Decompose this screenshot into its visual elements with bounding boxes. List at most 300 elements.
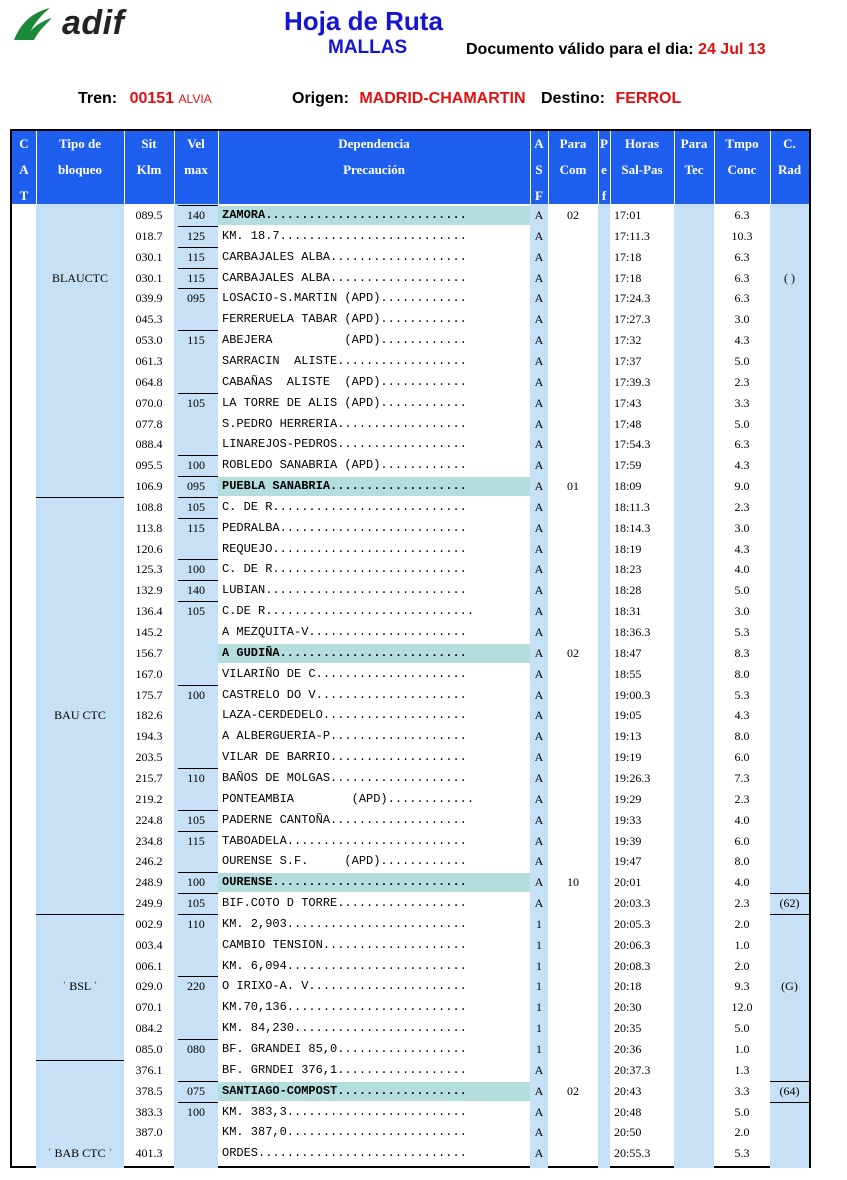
cell-asf: 1: [536, 979, 542, 994]
train-label: Tren:: [78, 90, 118, 107]
cell-sit: 167.0: [135, 666, 163, 681]
cell-vel: 125: [187, 228, 205, 243]
cell-vel: 110: [187, 770, 205, 785]
cell-horas: 20:48: [614, 1104, 642, 1119]
speed-change-line: [178, 268, 218, 269]
cell-asf: A: [534, 666, 544, 681]
cell-horas: 19:19: [614, 750, 642, 765]
cell-sit: 077.8: [135, 416, 163, 431]
cell-sit: 203.5: [135, 750, 163, 765]
cell-sit: 018.7: [135, 228, 163, 243]
cell-asf: 1: [536, 1000, 542, 1015]
col-paratec: Para Tec: [680, 136, 708, 177]
cell-paracom: 02: [567, 645, 579, 660]
cell-horas: 18:47: [614, 645, 642, 660]
cell-asf: A: [534, 1104, 544, 1119]
speed-change-line: [178, 455, 218, 456]
cell-sit: 248.9: [135, 875, 163, 890]
cell-tmpo: 6.3: [734, 291, 750, 306]
cell-asf: A: [534, 875, 544, 890]
cell-vel: 115: [187, 249, 205, 264]
cell-dependencia: KM. 2,903.........................: [222, 916, 467, 931]
cell-sit: 246.2: [135, 854, 163, 869]
cell-dependencia: OURENSE...........................: [222, 875, 467, 890]
cell-vel: 105: [187, 395, 205, 410]
cell-tmpo: 5.3: [734, 1146, 750, 1161]
cell-dependencia: KM. 18.7..........................: [222, 228, 467, 243]
cell-asf: A: [534, 645, 544, 660]
cell-asf: A: [534, 896, 544, 911]
block-type-label: ˈ BAB CTC ˈ: [47, 1146, 113, 1161]
cell-dependencia: KM. 387,0.........................: [222, 1125, 467, 1140]
speed-change-line: [178, 1039, 218, 1040]
speed-change-line: [178, 247, 218, 248]
crad-boundary-line: [770, 914, 809, 915]
cell-horas: 17:39.3: [614, 374, 651, 389]
cell-dependencia: KM. 383,3.........................: [222, 1104, 467, 1119]
cell-sit: 003.4: [135, 937, 163, 952]
cell-tmpo: 10.3: [731, 228, 753, 243]
cell-tmpo: 5.3: [734, 625, 750, 639]
cell-tmpo: 3.0: [734, 604, 750, 619]
cell-dependencia: CASTRELO DO V.....................: [222, 687, 467, 702]
cell-vel: 140: [187, 583, 205, 598]
cell-tmpo: 6.3: [734, 208, 750, 222]
speed-change-line: [178, 559, 218, 560]
cell-tmpo: 6.3: [734, 270, 750, 285]
cell-asf: A: [534, 312, 544, 327]
cell-tmpo: 1.0: [734, 1042, 750, 1056]
col-crad: C. Rad: [777, 136, 802, 177]
cell-asf: A: [534, 562, 544, 577]
cell-tmpo: 6.0: [734, 833, 750, 848]
cell-horas: 17:59: [614, 458, 642, 473]
cell-tmpo: 4.3: [734, 541, 750, 556]
cell-asf: A: [534, 499, 544, 514]
crad-label: ( ): [784, 270, 795, 285]
speed-change-line: [178, 810, 218, 811]
cell-horas: 20:06.3: [614, 937, 651, 952]
cell-horas: 18:14.3: [614, 520, 651, 535]
block-type-label: ˈ BSL ˈ: [62, 979, 98, 994]
cell-dependencia: PUEBLA SANABRIA...................: [222, 479, 467, 494]
cell-dependencia: A GUDIÑA..........................: [222, 645, 467, 660]
cell-asf: A: [534, 729, 544, 744]
speed-change-line: [178, 1081, 218, 1082]
cell-asf: A: [534, 520, 544, 535]
cell-vel: 220: [187, 979, 205, 994]
cell-vel: 075: [187, 1083, 205, 1098]
cell-tmpo: 7.3: [734, 770, 750, 785]
cell-asf: A: [534, 812, 544, 827]
cell-horas: 19:26.3: [614, 770, 651, 785]
pef-column-bg: [598, 204, 610, 1168]
cell-vel: 105: [187, 896, 205, 911]
cell-asf: A: [534, 333, 544, 348]
cell-dependencia: FERRERUELA TABAR (APD)............: [222, 312, 467, 327]
cell-dependencia: O IRIXO-A. V......................: [222, 979, 467, 994]
cell-horas: 17:11.3: [614, 228, 650, 243]
col-horas: Horas Sal-Pas: [621, 136, 663, 177]
speed-change-line: [178, 893, 218, 894]
speed-change-line: [178, 393, 218, 394]
cell-dependencia: VILARIÑO DE C.....................: [222, 666, 467, 681]
col-dep: Dependencia Precaución: [338, 136, 410, 177]
cell-asf: A: [534, 750, 544, 765]
cell-asf: A: [534, 437, 544, 452]
cell-horas: 20:18: [614, 979, 642, 994]
cell-sit: 383.3: [135, 1104, 163, 1119]
cell-dependencia: LA TORRE DE ALIS (APD)............: [222, 395, 467, 410]
cell-asf: A: [534, 291, 544, 306]
speed-change-line: [178, 872, 218, 873]
cell-dependencia: C. DE R...........................: [222, 499, 467, 514]
cell-sit: 401.3: [135, 1146, 163, 1161]
cell-asf: A: [534, 604, 544, 619]
cell-tmpo: 2.3: [734, 499, 750, 514]
col-asf: A S F: [534, 136, 544, 203]
cell-tmpo: 5.0: [734, 353, 750, 368]
cell-tmpo: 8.0: [734, 729, 750, 744]
cell-asf: 1: [536, 1021, 542, 1036]
cell-sit: 089.5: [135, 208, 163, 222]
cell-asf: A: [534, 1125, 544, 1140]
cell-sit: 156.7: [135, 645, 163, 660]
cell-sit: 175.7: [135, 687, 163, 702]
logo-text: adif: [62, 4, 125, 42]
cell-asf: A: [534, 228, 544, 243]
valid-date: 24 Jul 13: [698, 41, 766, 58]
cell-tmpo: 3.3: [734, 395, 750, 410]
cell-dependencia: A MEZQUITA-V......................: [222, 625, 467, 639]
cell-dependencia: LINAREJOS-PEDROS..................: [222, 437, 467, 452]
cell-horas: 20:37.3: [614, 1062, 651, 1077]
cell-horas: 20:05.3: [614, 916, 651, 931]
cell-asf: A: [534, 1062, 544, 1077]
cell-tmpo: 4.3: [734, 708, 750, 723]
cell-sit: 002.9: [135, 916, 163, 931]
cell-dependencia: VILAR DE BARRIO...................: [222, 750, 467, 765]
cell-sit: 387.0: [135, 1125, 163, 1140]
cell-sit: 029.0: [135, 979, 163, 994]
cell-asf: A: [534, 708, 544, 723]
cell-dependencia: CARBAJALES ALBA...................: [222, 270, 467, 285]
speed-change-line: [178, 580, 218, 581]
cell-sit: 106.9: [135, 479, 163, 494]
cell-sit: 088.4: [135, 437, 163, 452]
col-tipo: Tipo de bloqueo: [57, 136, 103, 177]
cell-horas: 17:18: [614, 270, 642, 285]
cell-horas: 20:30: [614, 1000, 642, 1015]
cell-asf: A: [534, 541, 544, 556]
speed-change-line: [178, 476, 218, 477]
page-title: Hoja de Ruta: [284, 6, 443, 36]
cell-horas: 19:47: [614, 854, 642, 869]
speed-change-line: [178, 976, 218, 977]
cell-tmpo: 8.0: [734, 854, 750, 869]
speed-change-line: [178, 768, 218, 769]
cell-asf: A: [534, 791, 544, 806]
crad-column-bg: [770, 204, 809, 1168]
cell-sit: 108.8: [135, 499, 163, 514]
paratec-column-bg: [674, 204, 714, 1168]
cell-sit: 070.0: [135, 395, 163, 410]
cell-dependencia: ABEJERA (APD)............: [222, 333, 467, 348]
cell-tmpo: 5.3: [734, 687, 750, 702]
valid-label: Documento válido para el dia:: [466, 41, 694, 58]
cell-paracom: 02: [567, 1083, 579, 1098]
cell-horas: 20:36: [614, 1042, 642, 1056]
cell-tmpo: 8.3: [734, 645, 750, 660]
validity-line: [466, 41, 766, 59]
cell-sit: 132.9: [135, 583, 163, 598]
cell-asf: A: [534, 625, 544, 639]
cell-sit: 182.6: [135, 708, 163, 723]
cell-tmpo: 2.0: [734, 916, 750, 931]
cell-dependencia: BF. GRNDEI 376,1..................: [222, 1062, 467, 1077]
cell-vel: 115: [187, 520, 205, 535]
col-sit: Sit Klm: [136, 136, 162, 177]
crad-label: (62): [779, 896, 800, 911]
cell-dependencia: REQUEJO...........................: [222, 541, 467, 556]
train-info: [78, 90, 212, 108]
adif-leaf-icon: [10, 4, 56, 44]
cell-asf: A: [534, 395, 544, 410]
cell-sit: 125.3: [135, 562, 163, 577]
cell-horas: 17:27.3: [614, 312, 651, 327]
cell-horas: 18:19: [614, 541, 642, 556]
cell-tmpo: 5.0: [734, 416, 750, 431]
cell-horas: 17:18: [614, 249, 642, 264]
adif-logo: [10, 4, 140, 44]
cell-paracom: 01: [567, 479, 579, 494]
cell-horas: 20:08.3: [614, 958, 651, 973]
cell-tmpo: 5.0: [734, 1021, 750, 1036]
crad-boundary-line: [770, 1102, 809, 1103]
cell-horas: 18:11.3: [614, 499, 650, 514]
cell-asf: 1: [536, 1042, 542, 1056]
col-vel: Vel max: [184, 136, 208, 177]
block-boundary-line: [36, 497, 124, 498]
cell-tmpo: 4.0: [734, 875, 750, 890]
crad-label: (G): [781, 979, 798, 994]
cell-tmpo: 2.0: [734, 958, 750, 973]
cell-asf: 1: [536, 958, 542, 973]
cell-horas: 18:28: [614, 583, 642, 598]
cell-sit: 136.4: [135, 604, 163, 619]
cell-vel: 115: [187, 833, 205, 848]
cell-dependencia: KM. 6,094.........................: [222, 958, 467, 973]
tipo-column-bg: [36, 204, 124, 1168]
cell-dependencia: C. DE R...........................: [222, 562, 467, 577]
cell-horas: 19:39: [614, 833, 642, 848]
cell-dependencia: ZAMORA............................: [222, 208, 467, 222]
cell-asf: A: [534, 687, 544, 702]
cell-dependencia: BAÑOS DE MOLGAS...................: [222, 770, 467, 785]
cell-asf: A: [534, 249, 544, 264]
cell-vel: 100: [187, 458, 205, 473]
cell-asf: A: [534, 1083, 544, 1098]
speed-change-line: [178, 831, 218, 832]
cell-dependencia: LAZA-CERDEDELO....................: [222, 708, 467, 723]
cell-sit: 030.1: [135, 270, 163, 285]
cell-tmpo: 2.3: [734, 791, 750, 806]
speed-change-line: [178, 601, 218, 602]
origin-info: [292, 90, 526, 108]
cell-horas: 20:43: [614, 1083, 642, 1098]
cell-tmpo: 1.0: [734, 937, 750, 952]
cell-tmpo: 5.0: [734, 1104, 750, 1119]
cell-sit: 215.7: [135, 770, 163, 785]
cell-dependencia: CARBAJALES ALBA...................: [222, 249, 467, 264]
cell-horas: 20:35: [614, 1021, 642, 1036]
cell-tmpo: 6.3: [734, 249, 750, 264]
cell-sit: 378.5: [135, 1083, 163, 1098]
cell-sit: 194.3: [135, 729, 163, 744]
cell-asf: A: [534, 374, 544, 389]
cell-sit: 085.0: [135, 1042, 163, 1056]
cell-horas: 20:55.3: [614, 1146, 651, 1161]
cell-vel: 105: [187, 604, 205, 619]
cell-dependencia: CABAÑAS ALISTE (APD)............: [222, 374, 467, 389]
speed-change-line: [178, 1102, 218, 1103]
cell-dependencia: CAMBIO TENSION....................: [222, 937, 467, 952]
cell-tmpo: 9.3: [734, 979, 750, 994]
cell-dependencia: BIF.COTO D TORRE..................: [222, 896, 467, 911]
speed-change-line: [178, 226, 218, 227]
cell-tmpo: 4.3: [734, 458, 750, 473]
cell-tmpo: 12.0: [731, 1000, 753, 1015]
cell-sit: 084.2: [135, 1021, 163, 1036]
cell-asf: A: [534, 770, 544, 785]
cell-tmpo: 2.3: [734, 374, 750, 389]
col-pef: P e f: [600, 136, 608, 203]
cell-dependencia: KM. 84,230........................: [222, 1021, 467, 1036]
block-boundary-line: [36, 1060, 124, 1061]
cell-asf: A: [534, 854, 544, 869]
cell-tmpo: 4.0: [734, 562, 750, 577]
cell-asf: A: [534, 479, 544, 494]
speed-change-line: [178, 914, 218, 915]
cell-sit: 030.1: [135, 249, 163, 264]
cell-asf: A: [534, 270, 544, 285]
crad-label: (64): [779, 1083, 800, 1098]
speed-change-line: [178, 518, 218, 519]
cell-tmpo: 6.3: [734, 437, 750, 452]
cell-sit: 219.2: [135, 791, 163, 806]
cell-dependencia: SANTIAGO-COMPOST..................: [222, 1083, 467, 1098]
cell-sit: 039.9: [135, 291, 163, 306]
cell-dependencia: PONTEAMBIA (APD)............: [222, 791, 475, 806]
cell-dependencia: TABOADELA.........................: [222, 833, 467, 848]
cell-vel: 140: [187, 208, 205, 222]
cell-horas: 17:37: [614, 353, 642, 368]
table-header: [12, 131, 809, 204]
cell-tmpo: 4.3: [734, 333, 750, 348]
cell-horas: 18:31: [614, 604, 642, 619]
cell-sit: 070.1: [135, 1000, 163, 1015]
cell-tmpo: 2.0: [734, 1125, 750, 1140]
cell-dependencia: A ALBERGUERIA-P...................: [222, 729, 467, 744]
cell-asf: 1: [536, 937, 542, 952]
cell-sit: 249.9: [135, 896, 163, 911]
page-subtitle: MALLAS: [328, 37, 408, 58]
cell-sit: 006.1: [135, 958, 163, 973]
speed-change-line: [178, 685, 218, 686]
cell-tmpo: 3.0: [734, 312, 750, 327]
block-boundary-line: [36, 914, 124, 915]
speed-change-line: [178, 330, 218, 331]
destination-value: FERROL: [615, 90, 682, 107]
cell-tmpo: 8.0: [734, 666, 750, 681]
cell-paracom: 02: [567, 208, 579, 222]
cell-asf: A: [534, 416, 544, 431]
cell-horas: 20:50: [614, 1125, 642, 1140]
cell-dependencia: C.DE R.............................: [222, 604, 475, 619]
cell-dependencia: LOSACIO-S.MARTIN (APD)............: [222, 291, 467, 306]
cell-dependencia: OURENSE S.F. (APD)............: [222, 854, 467, 869]
speed-change-line: [178, 497, 218, 498]
train-type: ALVIA: [178, 92, 212, 106]
cell-dependencia: S.PEDRO HERRERIA..................: [222, 416, 467, 431]
cell-dependencia: ORDES.............................: [222, 1146, 467, 1161]
cell-horas: 17:48: [614, 416, 642, 431]
destination-label: Destino:: [541, 90, 605, 107]
cell-sit: 234.8: [135, 833, 163, 848]
cell-dependencia: SARRACIN ALISTE..................: [222, 353, 467, 368]
cell-sit: 113.8: [135, 520, 163, 535]
cell-tmpo: 4.0: [734, 812, 750, 827]
cell-dependencia: ROBLEDO SANABRIA (APD)............: [222, 458, 467, 473]
block-type-label: BLAUCTC: [51, 270, 108, 285]
cell-sit: 376.1: [135, 1062, 163, 1077]
cell-sit: 053.0: [135, 333, 163, 348]
cell-tmpo: 5.0: [734, 583, 750, 598]
cell-horas: 18:55: [614, 666, 642, 681]
cell-vel: 100: [187, 1104, 205, 1119]
cell-asf: A: [534, 458, 544, 473]
cell-horas: 18:36.3: [614, 625, 651, 639]
cell-tmpo: 2.3: [734, 896, 750, 911]
col-tmpo: Tmpo Conc: [725, 136, 759, 177]
cell-horas: 17:32: [614, 333, 642, 348]
cell-sit: 045.3: [135, 312, 163, 327]
cell-dependencia: PEDRALBA..........................: [222, 520, 467, 535]
cell-dependencia: BF. GRANDEI 85,0..................: [222, 1042, 467, 1056]
speed-change-line: [178, 288, 218, 289]
cell-horas: 17:54.3: [614, 437, 651, 452]
cell-asf: A: [534, 353, 544, 368]
cell-horas: 20:03.3: [614, 896, 651, 911]
cell-dependencia: PADERNE CANTOÑA...................: [222, 812, 467, 827]
cell-asf: A: [534, 208, 544, 222]
cell-horas: 19:00.3: [614, 687, 651, 702]
cell-horas: 17:43: [614, 395, 642, 410]
cell-horas: 19:05: [614, 708, 642, 723]
cell-vel: 110: [187, 916, 205, 931]
cell-asf: A: [534, 1146, 544, 1161]
cell-dependencia: LUBIAN............................: [222, 583, 467, 598]
origin-label: Origen:: [292, 90, 349, 107]
cell-tmpo: 6.0: [734, 750, 750, 765]
cell-horas: 17:24.3: [614, 291, 651, 306]
cell-sit: 064.8: [135, 374, 163, 389]
cell-tmpo: 1.3: [734, 1062, 750, 1077]
cell-tmpo: 3.3: [734, 1083, 750, 1098]
cell-asf: A: [534, 833, 544, 848]
cell-horas: 18:23: [614, 562, 642, 577]
cell-horas: 19:13: [614, 729, 642, 744]
